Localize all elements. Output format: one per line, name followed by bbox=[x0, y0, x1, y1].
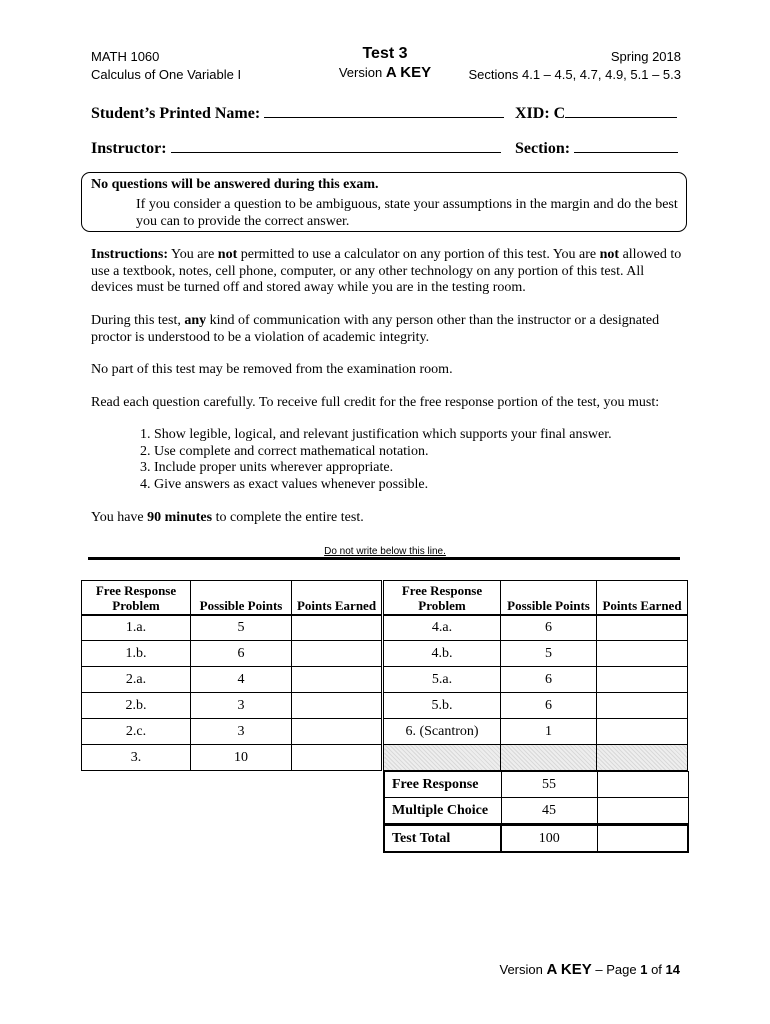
problem-cell: 5.a. bbox=[384, 667, 501, 693]
possible-cell: 4 bbox=[191, 667, 292, 693]
page-footer bbox=[500, 961, 681, 978]
earned-cell[interactable] bbox=[292, 719, 382, 745]
notice-heading: No questions will be answered during this exam. bbox=[91, 177, 379, 192]
integrity-emphasis: any bbox=[184, 313, 207, 328]
section-field[interactable] bbox=[574, 138, 678, 153]
time-emphasis: 90 minutes bbox=[147, 510, 213, 525]
footer-page-total: 14 bbox=[665, 962, 680, 977]
table-row bbox=[82, 693, 382, 719]
course-number: MATH 1060 bbox=[91, 49, 160, 64]
problem-cell: 1.a. bbox=[82, 615, 191, 641]
requirement-item: 4. Give answers as exact values whenever possible. bbox=[154, 477, 612, 494]
instructor-label: Instructor: bbox=[91, 140, 167, 157]
footer-version-key: A KEY bbox=[546, 961, 592, 978]
time-text: You have bbox=[91, 510, 148, 525]
total-label: Multiple Choice bbox=[384, 798, 501, 825]
table-row bbox=[82, 641, 382, 667]
footer-page-text: – Page bbox=[591, 962, 641, 977]
earned-cell[interactable] bbox=[597, 615, 688, 641]
student-name-label: Student’s Printed Name: bbox=[91, 105, 261, 122]
requirement-item: 2. Use complete and correct mathematical notation. bbox=[154, 444, 612, 461]
total-label: Test Total bbox=[384, 825, 501, 853]
table-row bbox=[82, 615, 382, 641]
totals-row bbox=[384, 772, 688, 798]
term: Spring 2018 bbox=[610, 49, 681, 64]
possible-cell: 3 bbox=[191, 693, 292, 719]
removal-paragraph: No part of this test may be removed from the examination room. bbox=[91, 362, 453, 377]
instructions-emphasis: not bbox=[217, 247, 238, 262]
notice-text: If you consider a question to be ambiguous, state your assumptions in the margin and do the best you can to provide the correct answer. bbox=[136, 197, 678, 229]
sections-covered: Sections 4.1 – 4.5, 4.7, 4.9, 5.1 – 5.3 bbox=[468, 67, 681, 82]
header-earned: Points Earned bbox=[292, 581, 382, 615]
totals-row bbox=[384, 825, 688, 853]
instructions-text: permitted to use a calculator on any portion of this test. You are bbox=[237, 247, 600, 262]
total-earned-cell[interactable] bbox=[597, 772, 688, 798]
footer-version-prefix: Version bbox=[499, 962, 547, 977]
instructions-text: You are bbox=[168, 247, 218, 262]
footer-of: of bbox=[647, 962, 666, 977]
table-row bbox=[384, 615, 688, 641]
notice-box bbox=[81, 172, 687, 232]
problem-cell: 2.a. bbox=[82, 667, 191, 693]
possible-cell: 5 bbox=[501, 641, 597, 667]
shaded-cell bbox=[597, 745, 688, 771]
problem-cell: 3. bbox=[82, 745, 191, 771]
earned-cell[interactable] bbox=[597, 667, 688, 693]
instructions-paragraph bbox=[91, 247, 686, 297]
possible-cell: 6 bbox=[501, 693, 597, 719]
table-row bbox=[82, 667, 382, 693]
divider-line bbox=[88, 557, 680, 560]
header-possible: Possible Points bbox=[501, 581, 597, 615]
requirement-item: 1. Show legible, logical, and relevant justification which supports your final answer. bbox=[154, 427, 612, 444]
student-name-row bbox=[91, 103, 504, 123]
total-earned-cell[interactable] bbox=[597, 798, 688, 825]
total-label: Free Response bbox=[384, 772, 501, 798]
time-text: to complete the entire test. bbox=[212, 510, 364, 525]
footer-page-number: 1 bbox=[640, 962, 648, 977]
earned-cell[interactable] bbox=[597, 641, 688, 667]
instructor-row bbox=[91, 138, 501, 158]
problem-cell: 4.b. bbox=[384, 641, 501, 667]
possible-cell: 5 bbox=[191, 615, 292, 641]
earned-cell[interactable] bbox=[597, 693, 688, 719]
totals-table bbox=[383, 771, 689, 853]
shaded-cell bbox=[384, 745, 501, 771]
possible-cell: 6 bbox=[191, 641, 292, 667]
xid-row bbox=[515, 103, 677, 123]
possible-cell: 6 bbox=[501, 667, 597, 693]
score-table-right bbox=[383, 580, 688, 771]
table-row bbox=[384, 719, 688, 745]
header-problem: Free Response Problem bbox=[384, 581, 501, 615]
total-value: 45 bbox=[501, 798, 597, 825]
section-label: Section: bbox=[515, 140, 571, 157]
total-earned-cell[interactable] bbox=[597, 825, 688, 853]
score-table-left bbox=[81, 580, 382, 771]
earned-cell[interactable] bbox=[292, 641, 382, 667]
problem-cell: 4.a. bbox=[384, 615, 501, 641]
course-title: Calculus of One Variable I bbox=[91, 67, 242, 82]
integrity-text: kind of communication with any person other than the instructor or a designated proctor is understood to be a violation of academic integrity. bbox=[91, 313, 660, 345]
table-row bbox=[384, 641, 688, 667]
xid-label: XID: C bbox=[515, 105, 566, 122]
possible-cell: 6 bbox=[501, 615, 597, 641]
totals-row bbox=[384, 798, 688, 825]
problem-cell: 2.b. bbox=[82, 693, 191, 719]
earned-cell[interactable] bbox=[597, 719, 688, 745]
problem-cell: 6. (Scantron) bbox=[384, 719, 501, 745]
header-earned: Points Earned bbox=[597, 581, 688, 615]
table-row bbox=[384, 693, 688, 719]
requirements-list bbox=[118, 427, 612, 493]
header-problem: Free Response Problem bbox=[82, 581, 191, 615]
instructions-text: allowed to use a textbook, notes, cell phone, computer, or any other technology on any portion of this test. All devices must be turned off and stored away while you are in the testing room. bbox=[91, 247, 682, 295]
instructions-emphasis: not bbox=[599, 247, 620, 262]
total-value: 55 bbox=[501, 772, 597, 798]
do-not-write-label: Do not write below this line. bbox=[324, 546, 446, 557]
table-row bbox=[384, 667, 688, 693]
instructor-field[interactable] bbox=[171, 138, 501, 153]
earned-cell[interactable] bbox=[292, 745, 382, 771]
earned-cell[interactable] bbox=[292, 693, 382, 719]
problem-cell: 2.c. bbox=[82, 719, 191, 745]
time-paragraph bbox=[91, 510, 686, 527]
integrity-paragraph bbox=[91, 313, 686, 346]
test-title: Test 3 bbox=[362, 45, 408, 62]
earned-cell[interactable] bbox=[292, 667, 382, 693]
problem-cell: 5.b. bbox=[384, 693, 501, 719]
table-row bbox=[82, 745, 382, 771]
table-row-shaded bbox=[384, 745, 688, 771]
integrity-text: During this test, bbox=[91, 313, 185, 328]
shaded-cell bbox=[501, 745, 597, 771]
read-carefully-paragraph: Read each question carefully. To receive full credit for the free response portion of the test, you must: bbox=[91, 395, 660, 410]
xid-field[interactable] bbox=[565, 103, 677, 118]
instructions-label: Instructions: bbox=[91, 247, 169, 262]
version-prefix: Version bbox=[338, 65, 383, 80]
earned-cell[interactable] bbox=[292, 615, 382, 641]
possible-cell: 3 bbox=[191, 719, 292, 745]
possible-cell: 10 bbox=[191, 745, 292, 771]
student-name-field[interactable] bbox=[264, 103, 504, 118]
possible-cell: 1 bbox=[501, 719, 597, 745]
header-possible: Possible Points bbox=[191, 581, 292, 615]
problem-cell: 1.b. bbox=[82, 641, 191, 667]
table-row bbox=[82, 719, 382, 745]
total-value: 100 bbox=[501, 825, 597, 853]
requirement-item: 3. Include proper units wherever appropriate. bbox=[154, 460, 612, 477]
section-row bbox=[515, 138, 678, 158]
version-key: A KEY bbox=[385, 64, 432, 81]
